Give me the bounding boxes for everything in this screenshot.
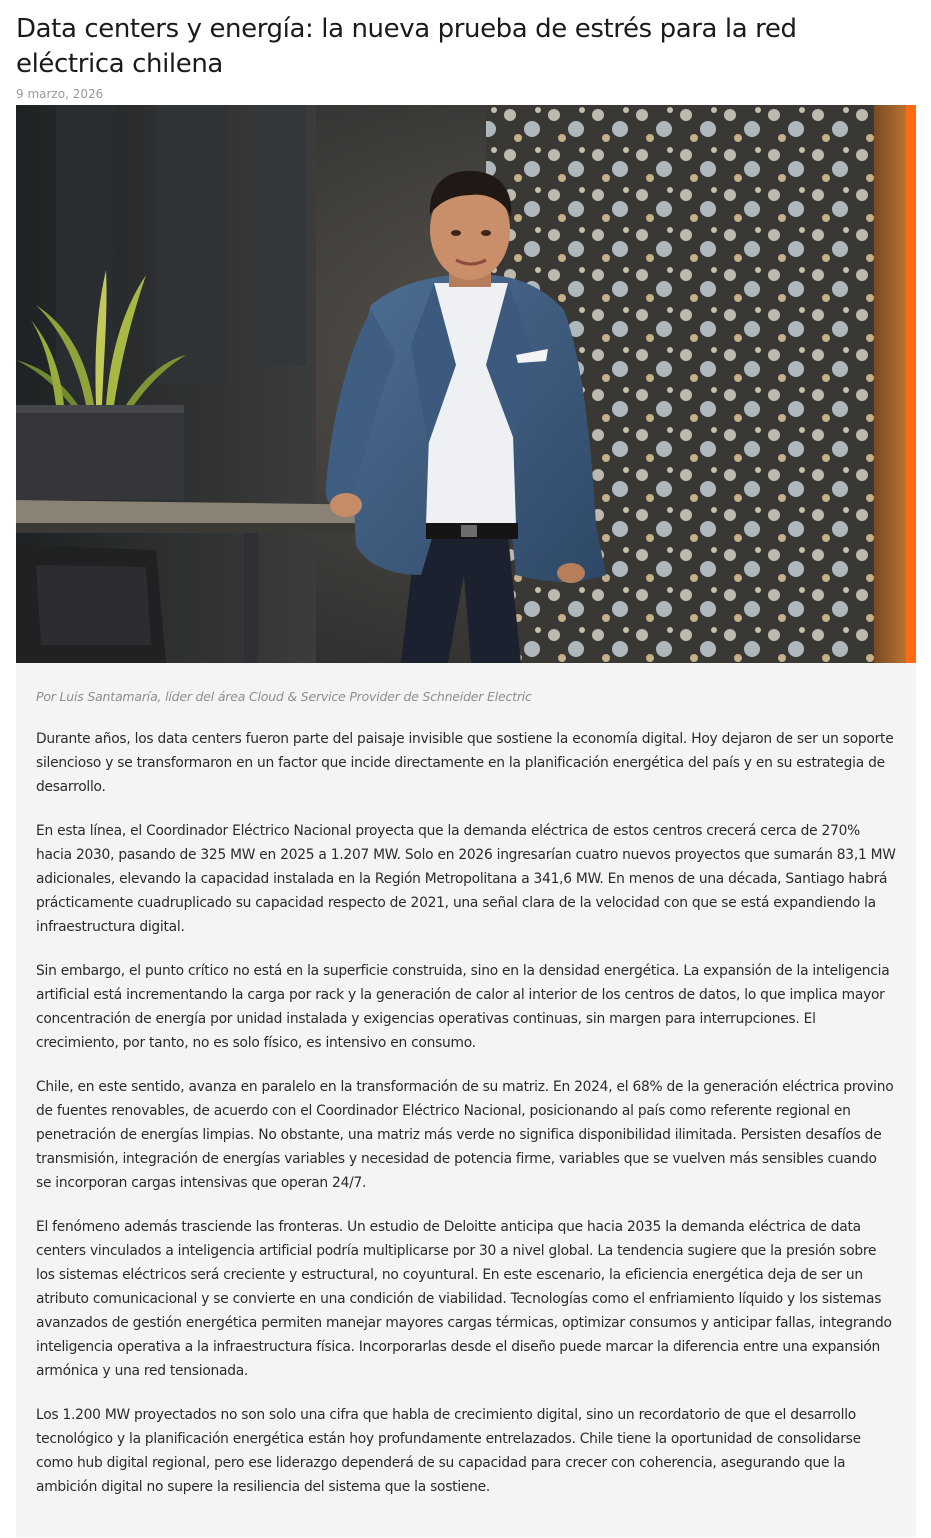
paragraph: Sin embargo, el punto crítico no está en la superficie construida, sino en la densidad energética. La expansión de la inteligencia artificial está incrementando la carga por rack y la generación de calor al interior de los centros de datos, lo que implica mayor concentración de energía por unidad instalada y exigencias operativas continuas, sin margen para interrupciones. El crecimiento, por tanto, no es solo físico, es intensivo en consumo.: [36, 963, 890, 1051]
accent-bar: [906, 105, 916, 663]
paragraph: El fenómeno además trasciende las fronteras. Un estudio de Deloitte anticipa que hacia 2035 la demanda eléctrica de data centers vinculados a inteligencia artificial podría multiplicarse por 30 a nivel global. La tendencia sugiere que la presión sobre los sistemas eléctricos será creciente y estructural, no coyuntural. En este escenario, la eficiencia energética deja de ser un atributo comunicacional y se convierte en una condición de viabilidad. Tecnologías como el enfriamiento líquido y los sistemas avanzados de gestión energética permiten manejar mayores cargas térmicas, optimizar consumos y anticipar fallas, integrando inteligencia operativa a la infraestructura física. Incorporarlas desde el diseño puede marcar la diferencia entre una expansión armónica y una red tensionada.: [36, 1219, 892, 1379]
paragraph: Chile, en este sentido, avanza en paralelo en la transformación de su matriz. En 2024, el 68% de la generación eléctrica provino de fuentes renovables, de acuerdo con el Coordinador Eléctrico Nacional, posicionando al país como referente regional en penetración de energías limpias. No obstante, una matriz más verde no significa disponibilidad ilimitada. Persisten desafíos de transmisión, integración de energías variables y necesidad de potencia firme, variables que se vuelven más sensibles cuando se incorporan cargas intensivas que operan 24/7.: [36, 1079, 894, 1191]
article-photo: [16, 105, 916, 663]
article-title: Data centers y energía: la nueva prueba de estrés para la red eléctrica chilena: [16, 14, 797, 79]
portrait-photo: [16, 105, 916, 663]
paragraph: Los 1.200 MW proyectados no son solo una cifra que habla de crecimiento digital, sino un recordatorio de que el desarrollo tecnológico y la planificación energética están hoy profundamente entrelazados. Chile tiene la oportunidad de consolidarse como hub digital regional, pero ese liderazgo dependerá de su capacidad para crecer con coherencia, asegurando que la ambición digital no supere la resiliencia del sistema que la sostiene.: [36, 1407, 861, 1495]
article-byline: Por Luis Santamaría, líder del área Cloud & Service Provider de Schneider Electric: [36, 689, 532, 704]
article-body: [16, 663, 916, 1537]
article: [16, 0, 916, 1537]
article-date: 9 marzo, 2026: [16, 87, 104, 101]
paragraph: En esta línea, el Coordinador Eléctrico Nacional proyecta que la demanda eléctrica de estos centros crecerá cerca de 270% hacia 2030, pasando de 325 MW en 2025 a 1.207 MW. Solo en 2026 ingresarían cuatro nuevos proyectos que sumarán 83,1 MW adicionales, elevando la capacidad instalada en la Región Metropolitana a 341,6 MW. En menos de una década, Santiago habrá prácticamente cuadruplicado su capacidad respecto de 2021, una señal clara de la velocidad con que se está expandiendo la infraestructura digital.: [36, 823, 896, 935]
paragraph: Durante años, los data centers fueron parte del paisaje invisible que sostiene la economía digital. Hoy dejaron de ser un soporte silencioso y se transformaron en un factor que incide directamente en la planificación energética del país y en su estrategia de desarrollo.: [36, 731, 894, 795]
